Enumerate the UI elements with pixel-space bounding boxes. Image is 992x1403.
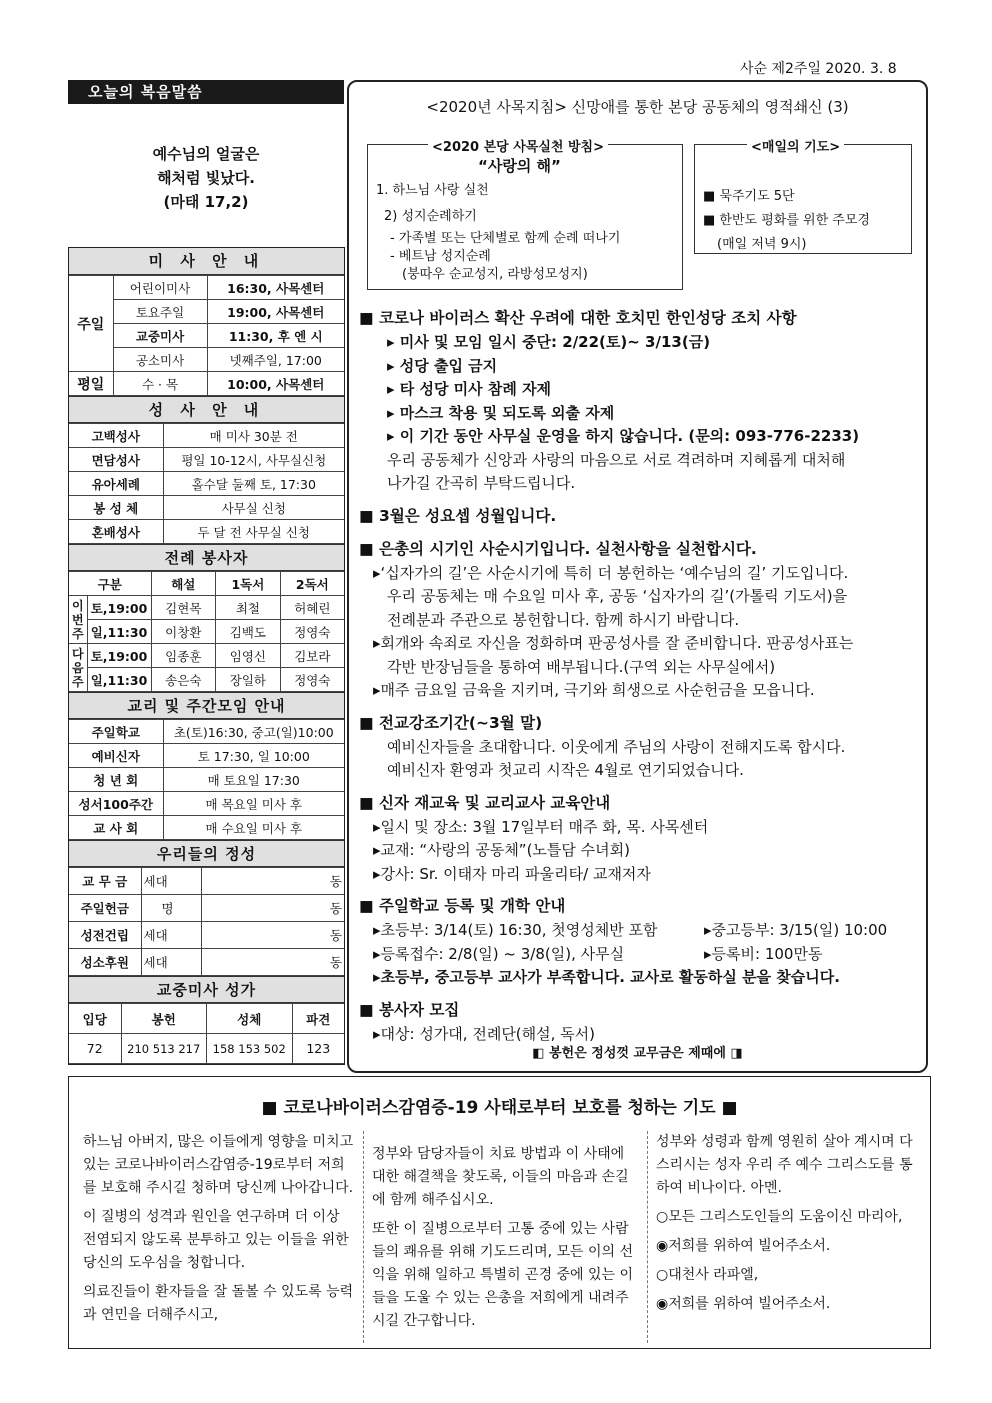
offering-name: 성전건립 bbox=[69, 922, 141, 949]
offering-unit: 세대 bbox=[141, 868, 201, 895]
sacrament-value: 평일 10-12시, 사무실신청 bbox=[163, 448, 344, 472]
offering-table bbox=[69, 867, 344, 976]
policy-item: 2) 성지순례하기 bbox=[384, 209, 477, 224]
table-row bbox=[69, 448, 344, 472]
offering-unit: 명 bbox=[141, 895, 201, 922]
server-name: 송은숙 bbox=[151, 668, 216, 692]
daily-prayer-item: ■ 한반도 평화를 위한 주모경 bbox=[703, 213, 870, 228]
table-row bbox=[69, 949, 344, 976]
reeducation-line: ▸교재: “사랑의 공동체”(노틀담 수녀회) bbox=[373, 841, 630, 859]
school-item: ▸등록접수: 2/8(일) ~ 3/8(일), 사무실 bbox=[373, 944, 625, 963]
info-sidebar bbox=[68, 247, 345, 1065]
meeting-name: 교 사 회 bbox=[69, 816, 163, 840]
offering-suffix: 동 bbox=[201, 922, 344, 949]
sacrament-value: 두 달 전 사무실 신청 bbox=[163, 520, 344, 544]
offering-suffix: 동 bbox=[201, 868, 344, 895]
corona-heading: ■ 코로나 바이러스 확산 우려에 대한 호치민 한인성당 조치 사항 bbox=[359, 309, 797, 327]
prayer-column bbox=[363, 1131, 647, 1343]
table-row bbox=[69, 372, 344, 396]
school-line bbox=[359, 943, 919, 967]
table-row bbox=[69, 1034, 344, 1064]
gospel-line: 해처럼 빛났다. bbox=[157, 169, 255, 187]
meeting-value: 매 수요일 미사 후 bbox=[163, 816, 344, 840]
litany-line: ◉저희를 위하여 빌어주소서. bbox=[656, 1238, 831, 1254]
litany-line: ○대천사 라파엘, bbox=[656, 1267, 759, 1283]
server-time: 토,19:00 bbox=[87, 596, 151, 620]
meeting-value: 매 목요일 미사 후 bbox=[163, 792, 344, 816]
school-line bbox=[359, 919, 919, 943]
prayer-paragraph: 의료진들이 환자들을 잘 돌볼 수 있도록 능력과 연민을 더해주시고, bbox=[83, 1284, 354, 1323]
corona-note: 우리 공동체가 신앙과 사랑의 마음으로 서로 격려하며 지혜롭게 대처해 bbox=[387, 450, 846, 469]
column-header: 봉헌 bbox=[121, 1004, 207, 1034]
server-name: 김현목 bbox=[151, 596, 216, 620]
hymn-number: 123 bbox=[292, 1034, 344, 1064]
table-row bbox=[69, 792, 344, 816]
meeting-value: 초(토)16:30, 중고(일)10:00 bbox=[163, 720, 344, 744]
mission-heading: ■ 전교강조기간(~3월 말) bbox=[359, 713, 543, 732]
table-row bbox=[69, 620, 344, 644]
offering-suffix: 동 bbox=[201, 949, 344, 976]
sacrament-value: 홀수달 둘째 토, 17:30 bbox=[163, 472, 344, 496]
sacrament-value: 매 미사 30분 전 bbox=[163, 424, 344, 448]
reeducation-line: ▸일시 및 장소: 3월 17일부터 매주 화, 목. 사목센터 bbox=[373, 817, 709, 836]
column-header: 2독서 bbox=[280, 572, 344, 596]
mass-time: 10:00, 사목센터 bbox=[207, 372, 344, 396]
hymns-section-title: 교중미사 성가 bbox=[69, 976, 344, 1003]
table-row bbox=[69, 720, 344, 744]
reeducation-line: ▸강사: Sr. 이태자 마리 파울리타/ 교재저자 bbox=[373, 864, 651, 883]
column-header: 입당 bbox=[69, 1004, 121, 1034]
offering-section-title: 우리들의 정성 bbox=[69, 840, 344, 867]
prayer-column bbox=[75, 1131, 363, 1343]
offering-reminder: ◧ 봉헌은 정성껏 교무금은 제때에 ◨ bbox=[532, 1046, 743, 1061]
sacrament-value: 사무실 신청 bbox=[163, 496, 344, 520]
prayer-paragraph: 성부와 성령과 함께 영원히 살아 계시며 다스리시는 성자 우리 주 예수 그리스도를 통하여 비나이다. 아멘. bbox=[656, 1134, 913, 1196]
meeting-name: 예비신자 bbox=[69, 744, 163, 768]
server-name: 정영숙 bbox=[280, 668, 344, 692]
list-item: ▸ 이 기간 동안 사무실 운영을 하지 않습니다. (문의: 093-776-2233) bbox=[387, 427, 860, 445]
table-row bbox=[69, 744, 344, 768]
table-row bbox=[69, 895, 344, 922]
table-row bbox=[69, 520, 344, 544]
covid-prayer-box bbox=[68, 1076, 931, 1349]
this-week-label: 이번주 bbox=[69, 596, 87, 644]
policy-box bbox=[367, 140, 683, 290]
sacrament-name: 봉 성 체 bbox=[69, 496, 163, 520]
offering-unit: 세대 bbox=[141, 922, 201, 949]
hymn-number: 158 153 502 bbox=[207, 1034, 293, 1064]
offering-name: 성소후원 bbox=[69, 949, 141, 976]
sacrament-section-title: 성 사 안 내 bbox=[69, 396, 344, 423]
catechism-section-title: 교리 및 주간모임 안내 bbox=[69, 692, 344, 719]
gospel-line: 예수님의 얼굴은 bbox=[152, 145, 260, 163]
hymn-number: 210 513 217 bbox=[121, 1034, 207, 1064]
table-row bbox=[69, 424, 344, 448]
sacrament-name: 고백성사 bbox=[69, 424, 163, 448]
announcements-panel bbox=[347, 80, 928, 1073]
column-header: 파견 bbox=[292, 1004, 344, 1034]
server-name: 최철 bbox=[216, 596, 281, 620]
lent-line: ▸매주 금요일 금육을 지키며, 극기와 희생으로 사순헌금을 모읍니다. bbox=[373, 681, 815, 699]
prayer-title: ■ 코로나바이러스감염증-19 사태로부터 보호를 청하는 기도 ■ bbox=[261, 1098, 738, 1118]
prayer-paragraph: 정부와 담당자들이 치료 방법과 이 사태에 대한 해결책을 찾도록, 이들의 마음과 손길에 함께 해주십시오. bbox=[372, 1146, 629, 1208]
meeting-name: 성서100주간 bbox=[69, 792, 163, 816]
catechism-table bbox=[69, 719, 344, 840]
list-item: ▸ 미사 및 모임 일시 중단: 2/22(토)~ 3/13(금) bbox=[387, 333, 711, 351]
hymns-table bbox=[69, 1003, 344, 1064]
mass-time: 넷째주일, 17:00 bbox=[207, 348, 344, 372]
volunteer-heading: ■ 봉사자 모집 bbox=[359, 1000, 460, 1019]
list-item: ▸ 성당 출입 금지 bbox=[387, 356, 498, 375]
mass-name: 공소미사 bbox=[113, 348, 207, 372]
school-item: ▸초등부: 3/14(토) 16:30, 첫영성체반 포함 bbox=[373, 921, 658, 939]
offering-name: 주일헌금 bbox=[69, 895, 141, 922]
daily-prayer-box bbox=[694, 140, 912, 254]
mass-section-title: 미 사 안 내 bbox=[69, 248, 344, 275]
lent-line: ▸‘십자가의 길’은 사순시기에 특히 더 봉헌하는 ‘예수님의 길’ 기도입니다. bbox=[373, 563, 849, 582]
meeting-name: 주일학교 bbox=[69, 720, 163, 744]
sacrament-name: 혼배성사 bbox=[69, 520, 163, 544]
lent-line: ▸회개와 속죄로 자신을 정화하며 판공성사를 잘 준비합니다. 판공성사표는 bbox=[373, 634, 854, 652]
column-header: 1독서 bbox=[216, 572, 281, 596]
bulletin-date: 사순 제2주일 2020. 3. 8 bbox=[740, 61, 897, 77]
sacrament-table bbox=[69, 423, 344, 544]
mission-line: 예비신자 환영과 첫교리 시작은 4월로 연기되었습니다. bbox=[387, 761, 744, 779]
server-time: 토,19:00 bbox=[87, 644, 151, 668]
mass-time: 19:00, 사목센터 bbox=[207, 300, 344, 324]
gospel-label: 오늘의 복음말씀 bbox=[68, 80, 344, 104]
weekday-label: 평일 bbox=[69, 372, 113, 396]
lent-line: 전례분과 주관으로 봉헌합니다. 함께 하시기 바랍니다. bbox=[387, 610, 740, 629]
offering-suffix: 동 bbox=[201, 895, 344, 922]
table-row bbox=[69, 868, 344, 895]
column-header: 성체 bbox=[207, 1004, 293, 1034]
mass-name: 어린이미사 bbox=[113, 276, 207, 300]
server-name: 허혜린 bbox=[280, 596, 344, 620]
server-name: 장일하 bbox=[216, 668, 281, 692]
server-time: 일,11:30 bbox=[87, 620, 151, 644]
policy-subitem: - 가족별 또는 단체별로 함께 순례 떠나기 bbox=[390, 231, 621, 246]
school-item: ▸등록비: 100만동 bbox=[704, 944, 823, 963]
server-name: 임종훈 bbox=[151, 644, 216, 668]
servers-section-title: 전례 봉사자 bbox=[69, 544, 344, 571]
next-week-label: 다음주 bbox=[69, 644, 87, 692]
sacrament-name: 유아세례 bbox=[69, 472, 163, 496]
prayer-column bbox=[647, 1131, 927, 1343]
daily-prayer-item: (매일 저녁 9시) bbox=[717, 237, 807, 252]
sunday-label: 주일 bbox=[69, 276, 113, 372]
table-row bbox=[69, 922, 344, 949]
mass-time: 11:30, 후 엔 시 bbox=[207, 324, 344, 348]
prayer-paragraph: 이 질병의 성격과 원인을 연구하며 더 이상 전염되지 않도록 분투하고 있는 이들을 위한 당신의 도우심을 청합니다. bbox=[83, 1209, 349, 1271]
table-row bbox=[69, 768, 344, 792]
meeting-value: 토 17:30, 일 10:00 bbox=[163, 744, 344, 768]
policy-slogan: “사랑의 해” bbox=[478, 157, 561, 175]
mass-name: 토요주일 bbox=[113, 300, 207, 324]
litany-line: ◉저희를 위하여 빌어주소서. bbox=[656, 1296, 831, 1312]
mass-table bbox=[69, 275, 344, 396]
server-time: 일,11:30 bbox=[87, 668, 151, 692]
server-name: 김백도 bbox=[216, 620, 281, 644]
table-header-row bbox=[69, 572, 344, 596]
table-row bbox=[69, 276, 344, 300]
prayer-paragraph: 하느님 아버지, 많은 이들에게 영향을 미치고 있는 코로나바이러스감염증-19로부터 저희를 보호해 주시길 청하며 당신께 나아갑니다. bbox=[83, 1134, 354, 1196]
table-row bbox=[69, 816, 344, 840]
reeducation-heading: ■ 신자 재교육 및 교리교사 교육안내 bbox=[359, 793, 611, 812]
server-name: 이창환 bbox=[151, 620, 216, 644]
table-row bbox=[69, 472, 344, 496]
pastoral-guideline-title: <2020년 사목지침> 신망애를 통한 본당 공동체의 영적쇄신 (3) bbox=[426, 98, 849, 116]
school-heading: ■ 주일학교 등록 및 개학 안내 bbox=[359, 897, 566, 915]
announcements-list bbox=[359, 300, 919, 1046]
hymn-number: 72 bbox=[69, 1034, 121, 1064]
lent-line: 우리 공동체는 매 수요일 미사 후, 공동 ‘십자가의 길’(가톨릭 기도서)을 bbox=[387, 587, 848, 605]
list-item: ▸ 마스크 착용 및 되도록 외출 자제 bbox=[387, 403, 615, 422]
table-row bbox=[69, 596, 344, 620]
lent-line: 각반 반장님들을 통하여 배부됩니다.(구역 외는 사무실에서) bbox=[387, 657, 776, 676]
prayer-paragraph: 또한 이 질병으로부터 고통 중에 있는 사람들의 쾌유를 위해 기도드리며, 모든 이의 선익을 위해 일하고 특별히 곤경 중에 있는 이들을 도울 수 있는 은총을 저희에게 내려주시길 간구합니다. bbox=[372, 1221, 634, 1329]
joseph-heading: ■ 3월은 성요셉 성월입니다. bbox=[359, 506, 557, 525]
school-item: ▸중고등부: 3/15(일) 10:00 bbox=[704, 921, 888, 939]
lent-heading: ■ 은총의 시기인 사순시기입니다. 실천사항을 실천합시다. bbox=[359, 539, 757, 558]
server-name: 임영신 bbox=[216, 644, 281, 668]
gospel-verse bbox=[68, 142, 344, 214]
meeting-name: 청 년 회 bbox=[69, 768, 163, 792]
offering-unit: 세대 bbox=[141, 949, 201, 976]
policy-title: <2020 본당 사목실천 방침> bbox=[428, 136, 608, 155]
table-row bbox=[69, 644, 344, 668]
daily-prayer-item: ■ 묵주기도 5단 bbox=[703, 189, 795, 204]
column-header: 해설 bbox=[151, 572, 216, 596]
offering-name: 교 무 금 bbox=[69, 868, 141, 895]
litany-line: ○모든 그리스도인들의 도움이신 마리아, bbox=[656, 1209, 903, 1225]
mass-name: 수 · 목 bbox=[113, 372, 207, 396]
volunteer-line: ▸대상: 성가대, 전례단(해설, 독서) bbox=[373, 1024, 596, 1043]
server-name: 정영숙 bbox=[280, 620, 344, 644]
gospel-citation: (마태 17,2) bbox=[163, 193, 249, 211]
policy-item: 1. 하느님 사랑 실천 bbox=[376, 183, 489, 198]
server-name: 김보라 bbox=[280, 644, 344, 668]
table-row bbox=[69, 668, 344, 692]
mass-name: 교중미사 bbox=[113, 324, 207, 348]
column-header: 구분 bbox=[69, 572, 151, 596]
mission-line: 예비신자들을 초대합니다. 이웃에게 주님의 사랑이 전해지도록 합시다. bbox=[387, 737, 846, 756]
servers-table bbox=[69, 571, 344, 692]
corona-note: 나가길 간곡히 부탁드립니다. bbox=[387, 474, 576, 492]
table-row bbox=[69, 496, 344, 520]
policy-subitem: - 베트남 성지순례 bbox=[390, 249, 491, 264]
policy-subitem: (붕따우 순교성지, 라방성모성지) bbox=[402, 267, 588, 282]
daily-prayer-title: <매일의 기도> bbox=[747, 136, 844, 155]
list-item: ▸ 타 성당 미사 참례 자제 bbox=[387, 380, 552, 398]
mass-time: 16:30, 사목센터 bbox=[207, 276, 344, 300]
table-header-row bbox=[69, 1004, 344, 1034]
school-line: ▸초등부, 중고등부 교사가 부족합니다. 교사로 활동하실 분을 찾습니다. bbox=[373, 968, 840, 986]
sacrament-name: 면담성사 bbox=[69, 448, 163, 472]
meeting-value: 매 토요일 17:30 bbox=[163, 768, 344, 792]
